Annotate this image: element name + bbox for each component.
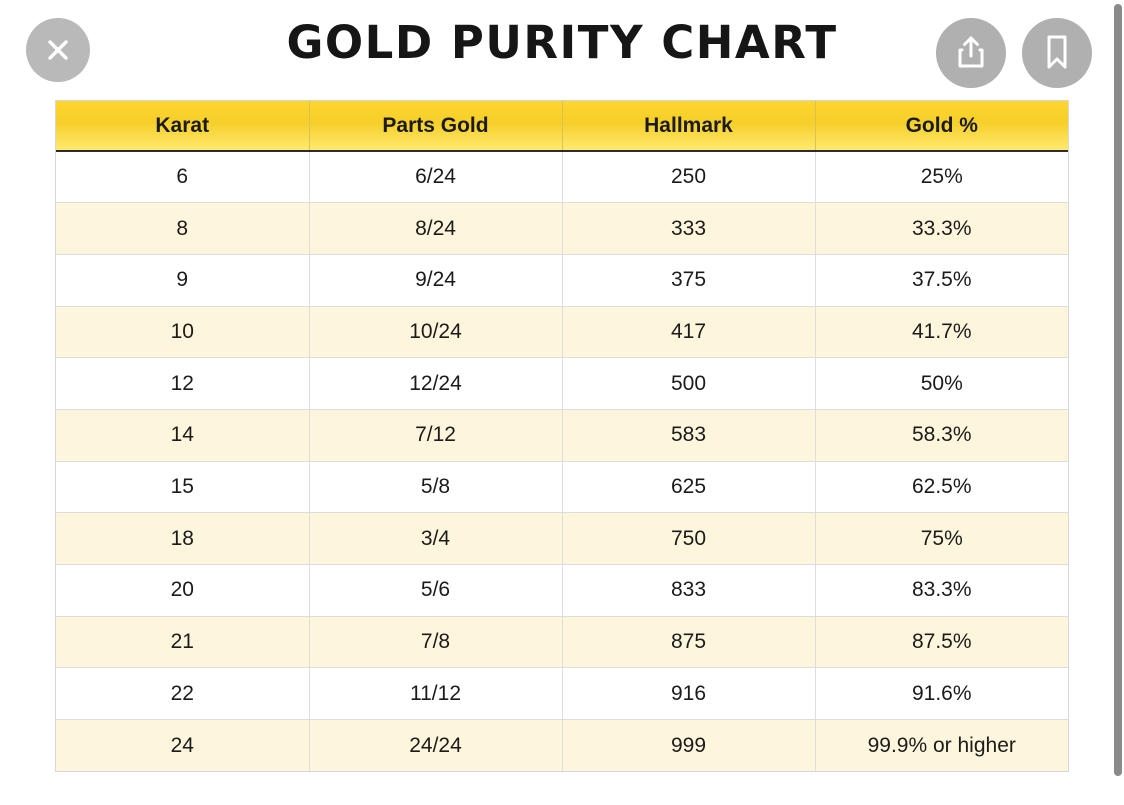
cell-parts-gold: 3/4 [309, 513, 562, 565]
table-row [56, 461, 1068, 513]
cell-parts-gold: 7/12 [309, 409, 562, 461]
cell-karat: 10 [56, 306, 309, 358]
cell-hallmark: 417 [562, 306, 815, 358]
cell-karat: 15 [56, 461, 309, 513]
cell-parts-gold: 24/24 [309, 720, 562, 772]
table-row [56, 203, 1068, 255]
cell-hallmark: 375 [562, 254, 815, 306]
cell-hallmark: 500 [562, 358, 815, 410]
cell-gold-percent: 50% [815, 358, 1068, 410]
share-button[interactable] [936, 18, 1006, 88]
cell-hallmark: 833 [562, 565, 815, 617]
cell-gold-percent: 58.3% [815, 409, 1068, 461]
bookmark-icon [1045, 35, 1069, 72]
close-icon [43, 35, 73, 65]
cell-parts-gold: 12/24 [309, 358, 562, 410]
cell-karat: 14 [56, 409, 309, 461]
cell-hallmark: 999 [562, 720, 815, 772]
bookmark-button[interactable] [1022, 18, 1092, 88]
cell-parts-gold: 11/12 [309, 668, 562, 720]
table-row [56, 565, 1068, 617]
page-title: GOLD PURITY CHART [286, 16, 838, 69]
cell-gold-percent: 99.9% or higher [815, 720, 1068, 772]
cell-karat: 21 [56, 616, 309, 668]
cell-hallmark: 875 [562, 616, 815, 668]
table-row [56, 358, 1068, 410]
cell-karat: 24 [56, 720, 309, 772]
column-header-karat: Karat [56, 101, 309, 151]
cell-parts-gold: 6/24 [309, 151, 562, 203]
cell-parts-gold: 9/24 [309, 254, 562, 306]
cell-hallmark: 250 [562, 151, 815, 203]
table-row [56, 151, 1068, 203]
cell-parts-gold: 5/6 [309, 565, 562, 617]
cell-gold-percent: 62.5% [815, 461, 1068, 513]
cell-gold-percent: 41.7% [815, 306, 1068, 358]
gold-purity-table [55, 100, 1069, 772]
vertical-scrollbar[interactable] [1112, 0, 1124, 805]
close-button[interactable] [26, 18, 90, 82]
table-row [56, 409, 1068, 461]
column-header-hallmark: Hallmark [562, 101, 815, 151]
cell-gold-percent: 75% [815, 513, 1068, 565]
column-header-parts-gold: Parts Gold [309, 101, 562, 151]
table-row [56, 513, 1068, 565]
cell-parts-gold: 10/24 [309, 306, 562, 358]
share-icon [956, 35, 986, 72]
cell-gold-percent: 87.5% [815, 616, 1068, 668]
cell-gold-percent: 83.3% [815, 565, 1068, 617]
cell-karat: 6 [56, 151, 309, 203]
cell-gold-percent: 37.5% [815, 254, 1068, 306]
cell-parts-gold: 7/8 [309, 616, 562, 668]
cell-karat: 18 [56, 513, 309, 565]
table-row [56, 616, 1068, 668]
cell-gold-percent: 91.6% [815, 668, 1068, 720]
cell-karat: 22 [56, 668, 309, 720]
cell-karat: 8 [56, 203, 309, 255]
table-row [56, 254, 1068, 306]
table-header-row [56, 101, 1068, 151]
cell-karat: 20 [56, 565, 309, 617]
cell-karat: 12 [56, 358, 309, 410]
cell-parts-gold: 5/8 [309, 461, 562, 513]
cell-parts-gold: 8/24 [309, 203, 562, 255]
table-row [56, 668, 1068, 720]
cell-hallmark: 750 [562, 513, 815, 565]
scrollbar-thumb[interactable] [1114, 4, 1122, 776]
cell-hallmark: 333 [562, 203, 815, 255]
column-header-gold-percent: Gold % [815, 101, 1068, 151]
cell-gold-percent: 25% [815, 151, 1068, 203]
cell-gold-percent: 33.3% [815, 203, 1068, 255]
cell-hallmark: 916 [562, 668, 815, 720]
cell-hallmark: 583 [562, 409, 815, 461]
table-row [56, 720, 1068, 772]
cell-karat: 9 [56, 254, 309, 306]
table-row [56, 306, 1068, 358]
cell-hallmark: 625 [562, 461, 815, 513]
